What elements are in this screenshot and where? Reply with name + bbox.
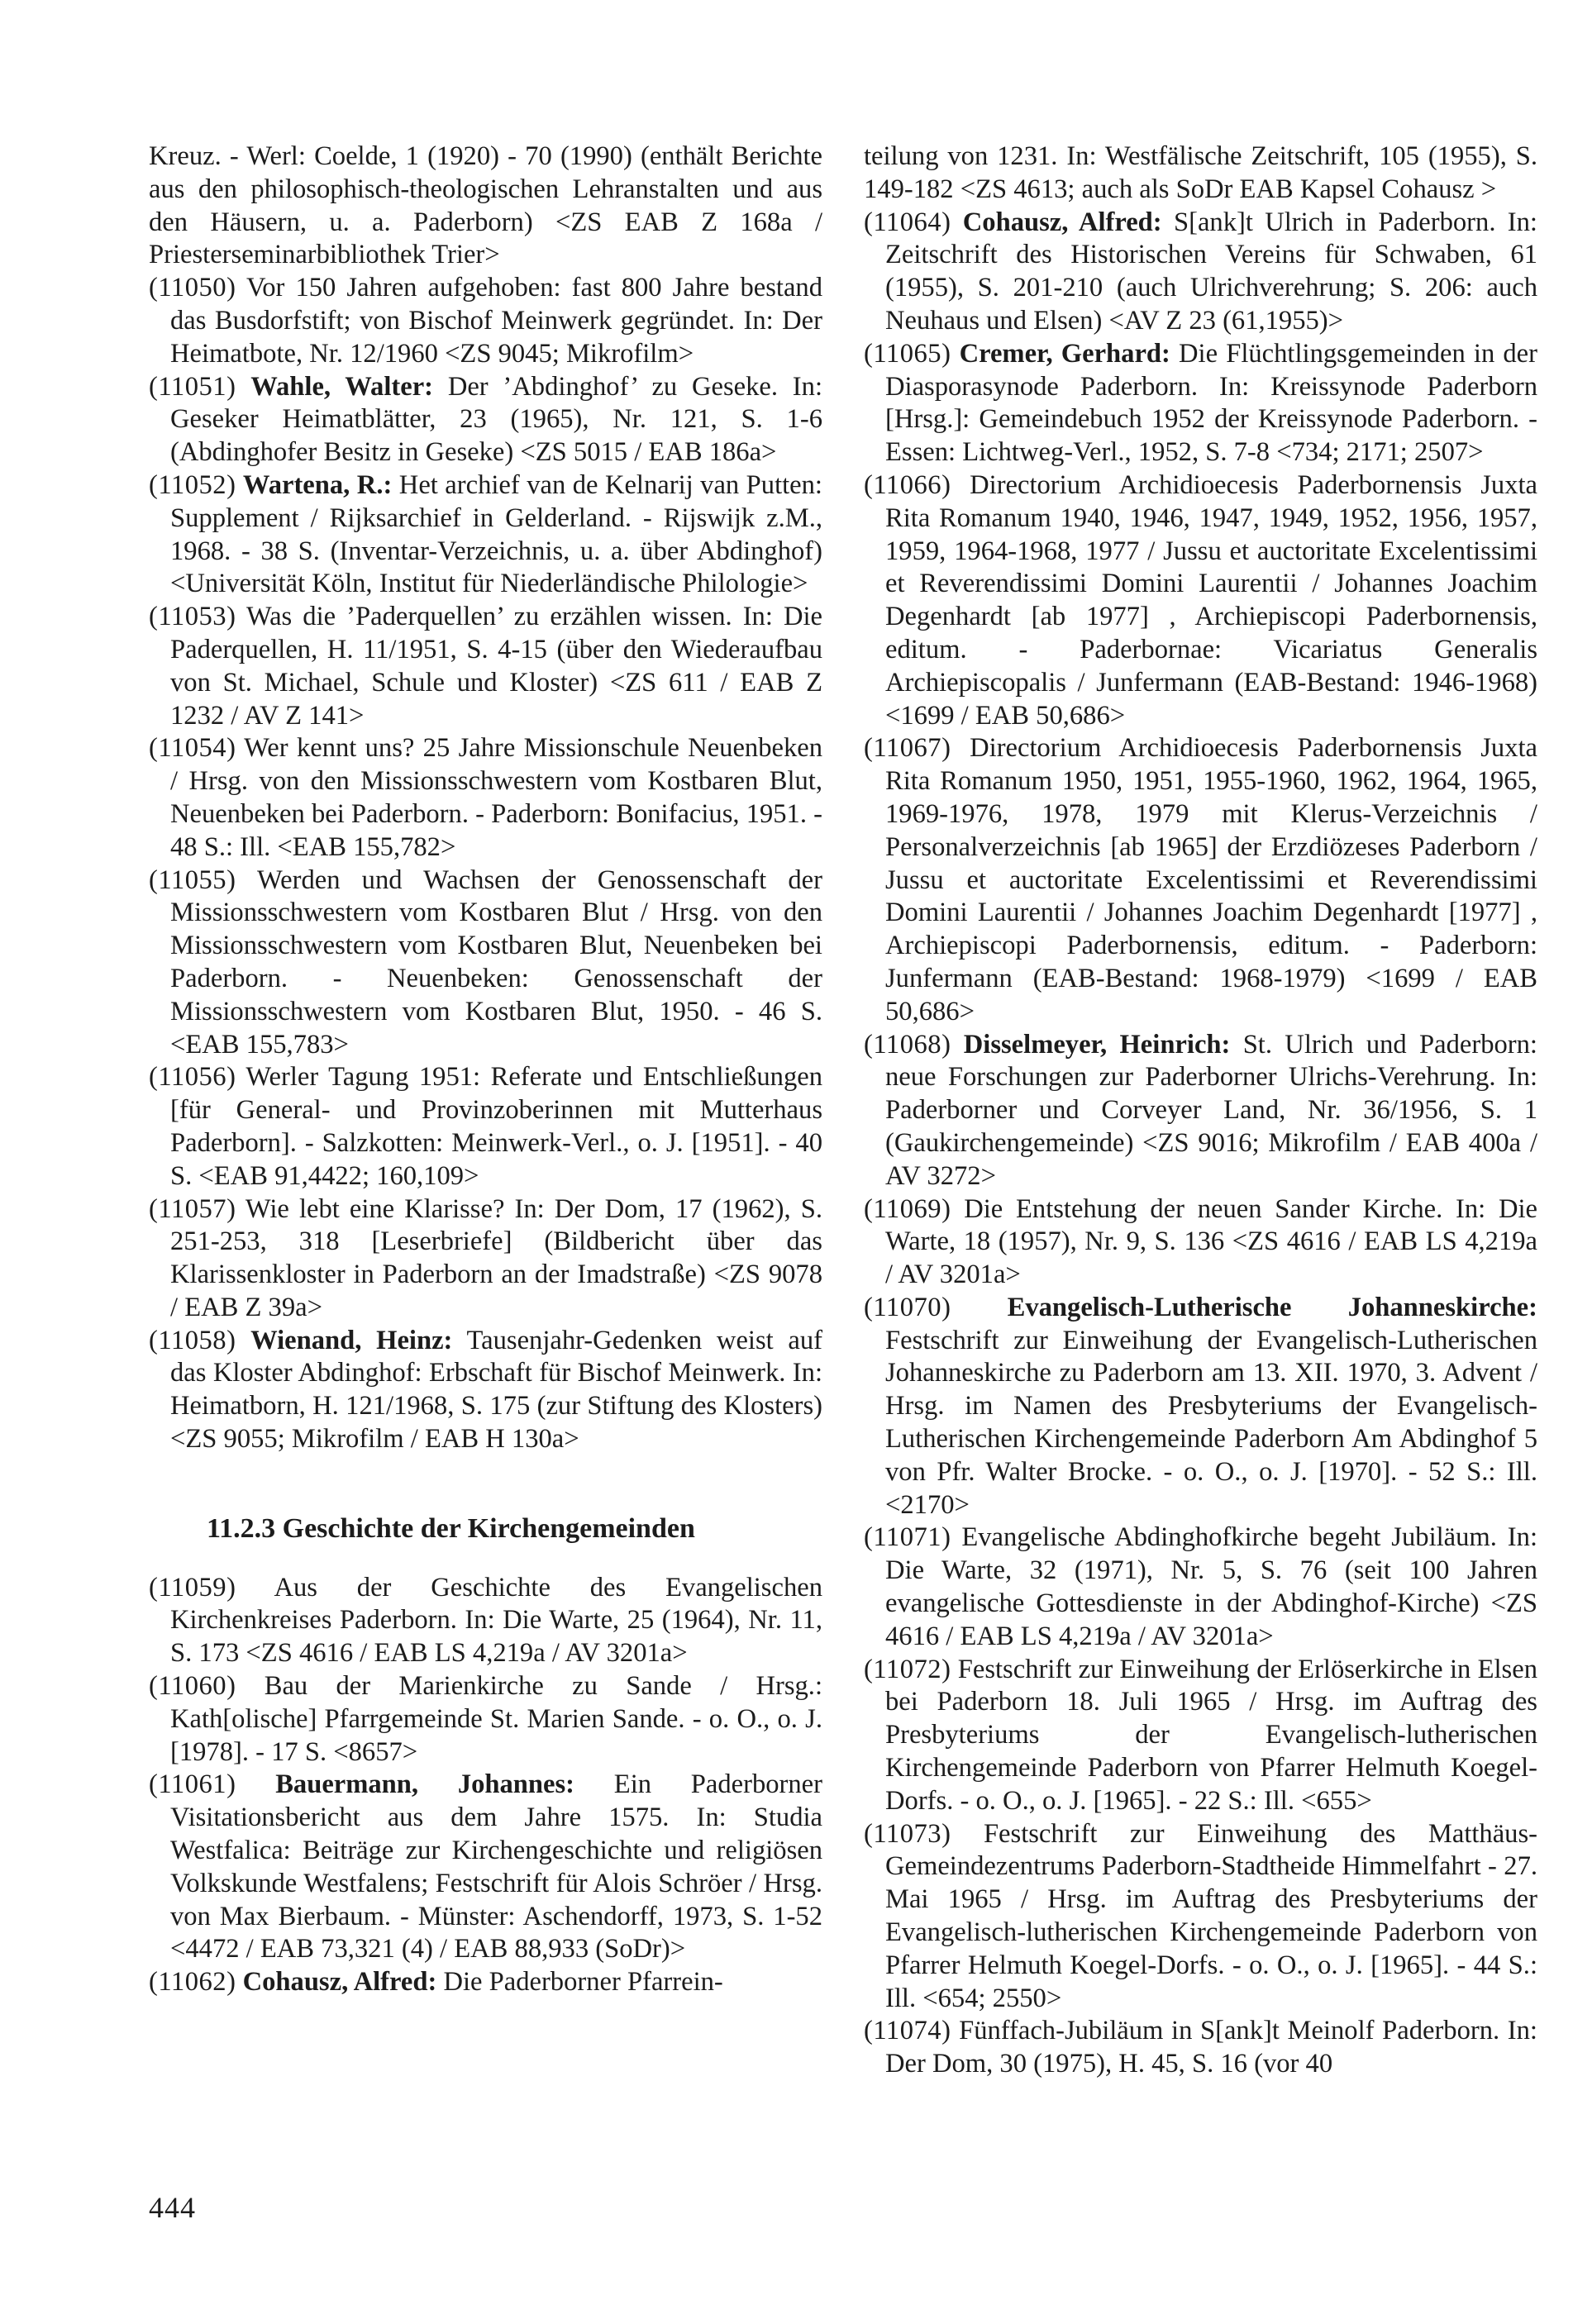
bibliography-entry bbox=[864, 140, 1537, 207]
bibliography-entry bbox=[864, 1292, 1537, 1522]
entry-author: Cremer, Gerhard: bbox=[959, 338, 1170, 369]
entry-text: Het archief van de Kelnarij van Putten: Supplement / Rijksarchief in Gelderland. - Rijswijk z.M., 1968. - 38 S. (Inventar-Verzeichnis, u. a. über Abdinghof) <Universität Köln, Institut für Niederländische Philologie> bbox=[170, 469, 822, 599]
entry-number: (11057) bbox=[149, 1193, 236, 1224]
entry-author: Cohausz, Alfred: bbox=[242, 1967, 437, 1998]
left-entries-before-heading bbox=[149, 140, 822, 1456]
bibliography-entry bbox=[149, 1572, 822, 1670]
bibliography-entry bbox=[864, 1193, 1537, 1292]
entry-text: Wer kennt uns? 25 Jahre Missionschule Neuenbeken / Hrsg. von den Missionsschwestern vom Kostbaren Blut, Neuenbeken bei Paderborn. - Paderborn: Bonifacius, 1951. - 48 S.: Ill. <EAB 155,782> bbox=[170, 733, 822, 862]
entry-number: (11071) bbox=[864, 1522, 951, 1553]
bibliography-entry bbox=[864, 1029, 1537, 1193]
bibliography-entry bbox=[864, 732, 1537, 1028]
entry-number: (11066) bbox=[864, 469, 951, 500]
bibliography-entry bbox=[864, 207, 1537, 338]
entry-text: Die Paderborner Pfarrein- bbox=[443, 1967, 723, 1998]
entry-text: Werler Tagung 1951: Referate und Entschließungen [für General- und Provinzoberinnen mit Mutterhaus Paderborn]. - Salzkotten: Meinwerk-Verl., o. J. [1951]. - 40 S. <EAB 91,4422; 160,109> bbox=[170, 1062, 822, 1191]
entry-text: S[ank]t Ulrich in Paderborn. In: Zeitschrift des Historischen Vereins für Schwaben, 61 (1955), S. 201-210 (auch Ulrichverehrung; S. 206: auch Neuhaus und Elsen) <AV Z 23 (61,1955)> bbox=[885, 207, 1537, 336]
bibliography-entry bbox=[864, 1522, 1537, 1653]
entry-number: (11053) bbox=[149, 602, 236, 632]
bibliography-entry bbox=[149, 371, 822, 469]
entry-text: Festschrift zur Einweihung des Matthäus-Gemeindezentrums Paderborn-Stadtheide Himmelfahrt - 27. Mai 1965 / Hrsg. im Auftrag des Presbyteriums der Evangelisch-lutherischen Kirchengemeinde Paderborn von Pfarrer Helmuth Koegel-Dorfs. - o. O., o. J. [1965]. - 44 S.: Ill. <654; 2550> bbox=[885, 1818, 1537, 2013]
entry-number: (11070) bbox=[864, 1292, 951, 1322]
bibliography-entry bbox=[864, 1654, 1537, 1818]
bibliography-entry bbox=[149, 469, 822, 601]
entry-text: Vor 150 Jahren aufgehoben: fast 800 Jahre bestand das Busdorfstift; von Bischof Meinwerk gegründet. In: Der Heimatbote, Nr. 12/1960 <ZS 9045; Mikrofilm> bbox=[170, 273, 822, 369]
entry-text: Die Flüchtlingsgemeinden in der Diasporasynode Paderborn. In: Kreissynode Paderborn [Hrsg.]: Gemeindebuch 1952 der Kreissynode Paderborn. - Essen: Lichtweg-Verl., 1952, S. 7-8 <734; 2171; 2507> bbox=[885, 338, 1537, 468]
entry-author: Wahle, Walter: bbox=[250, 371, 434, 402]
entry-number: (11055) bbox=[149, 864, 236, 895]
entry-number: (11054) bbox=[149, 733, 236, 764]
entry-text: Kreuz. - Werl: Coelde, 1 (1920) - 70 (1990) (enthält Berichte aus den philosophisch-theologischen Lehranstalten und aus den Häusern, u. a. Paderborn) <ZS EAB Z 168a / Priesterseminarbibliothek Trier> bbox=[149, 141, 822, 270]
entry-text: Festschrift zur Einweihung der Erlöserkirche in Elsen bei Paderborn 18. Juli 1965 / Hrsg. im Auftrag des Presbyteriums der Evangelisch-lutherischen Kirchengemeinde Paderborn von Pfarrer Helmuth Koegel-Dorfs. - o. O., o. J. [1965]. - 22 S.: Ill. <655> bbox=[885, 1654, 1537, 1816]
entry-text: teilung von 1231. In: Westfälische Zeitschrift, 105 (1955), S. 149-182 <ZS 4613; auch als SoDr EAB Kapsel Cohausz > bbox=[864, 141, 1537, 204]
entry-text: Ein Paderborner Visitationsbericht aus dem Jahre 1575. In: Studia Westfalica: Beiträge zur Kirchengeschichte und religiösen Volkskunde Westfalens; Festschrift für Alois Schröer / Hrsg. von Max Bierbaum. - Münster: Aschendorff, 1973, S. 1-52 <4472 / EAB 73,321 (4) / EAB 88,933 (SoDr)> bbox=[170, 1769, 822, 1964]
bibliography-entry bbox=[149, 1670, 822, 1769]
entry-number: (11068) bbox=[864, 1029, 951, 1060]
left-entries-after-heading bbox=[149, 1572, 822, 1999]
entry-author: Evangelisch-Lutherische Johanneskirche: bbox=[1007, 1292, 1537, 1322]
entry-number: (11074) bbox=[864, 2016, 951, 2046]
entry-text: St. Ulrich und Paderborn: neue Forschungen zur Paderborner Ulrichs-Verehrung. In: Paderborner und Corveyer Land, Nr. 36/1956, S. 1 (Gaukirchengemeinde) <ZS 9016; Mikrofilm / EAB 400a / AV 3272> bbox=[885, 1029, 1537, 1191]
entry-number: (11069) bbox=[864, 1193, 951, 1224]
entry-number: (11065) bbox=[864, 338, 951, 369]
entry-text: Die Entstehung der neuen Sander Kirche. In: Die Warte, 18 (1957), Nr. 9, S. 136 <ZS 4616 / EAB LS 4,219a / AV 3201a> bbox=[885, 1193, 1537, 1290]
section-heading: 11.2.3 Geschichte der Kirchengemeinden bbox=[207, 1512, 695, 1544]
bibliography-entry bbox=[149, 732, 822, 864]
entry-number: (11064) bbox=[864, 207, 951, 237]
bibliography-entry bbox=[149, 1193, 822, 1325]
page-number: 444 bbox=[149, 2191, 196, 2224]
bibliography-entry bbox=[864, 469, 1537, 732]
entry-text: Werden und Wachsen der Genossenschaft der Missionsschwestern vom Kostbaren Blut / Hrsg. von den Missionsschwestern vom Kostbaren Blut, Neuenbeken bei Paderborn. - Neuenbeken: Genossenschaft der Missionsschwestern vom Kostbaren Blut, 1950. - 46 S. <EAB 155,783> bbox=[170, 864, 822, 1060]
entry-text: Bau der Marienkirche zu Sande / Hrsg.: Kath[olische] Pfarrgemeinde St. Marien Sande. - o. O., o. J. [1978]. - 17 S. <8657> bbox=[170, 1671, 822, 1767]
entry-number: (11073) bbox=[864, 1818, 951, 1849]
entry-number: (11052) bbox=[149, 469, 236, 500]
entry-text: Tausenjahr-Gedenken weist auf das Kloster Abdinghof: Erbschaft für Bischof Meinwerk. In: Heimatborn, H. 121/1968, S. 175 (zur Stiftung des Klosters) <ZS 9055; Mikrofilm / EAB H 130a> bbox=[170, 1325, 822, 1455]
entry-text: Der ’Abdinghof’ zu Geseke. In: Geseker Heimatblätter, 23 (1965), Nr. 121, S. 1-6 (Abdinghofer Besitz in Geseke) <ZS 5015 / EAB 186a> bbox=[170, 371, 822, 468]
entry-number: (11051) bbox=[149, 371, 236, 402]
bibliography-entry bbox=[149, 1769, 822, 1966]
bibliography-entry bbox=[864, 2015, 1537, 2081]
entry-text: Wie lebt eine Klarisse? In: Der Dom, 17 (1962), S. 251-253, 318 [Leserbriefe] (Bildbericht über das Klarissenkloster in Paderborn an der Imadstraße) <ZS 9078 / EAB Z 39a> bbox=[170, 1193, 822, 1322]
entry-author: Bauermann, Johannes: bbox=[275, 1769, 575, 1800]
entry-author: Wartena, R.: bbox=[242, 469, 393, 500]
entry-number: (11062) bbox=[149, 1967, 236, 1998]
entry-number: (11059) bbox=[149, 1572, 236, 1603]
bibliography-entry bbox=[149, 601, 822, 732]
entry-text: Was die ’Paderquellen’ zu erzählen wissen. In: Die Paderquellen, H. 11/1951, S. 4-15 (über den Wiederaufbau von St. Michael, Schule und Kloster) <ZS 611 / EAB Z 1232 / AV Z 141> bbox=[170, 602, 822, 731]
entry-number: (11061) bbox=[149, 1769, 236, 1800]
right-entries bbox=[864, 140, 1537, 2081]
entry-number: (11056) bbox=[149, 1062, 236, 1093]
bibliography-entry bbox=[149, 1061, 822, 1193]
entry-text: Aus der Geschichte des Evangelischen Kirchenkreises Paderborn. In: Die Warte, 25 (1964), Nr. 11, S. 173 <ZS 4616 / EAB LS 4,219a / AV 3201a> bbox=[170, 1572, 822, 1669]
entry-number: (11067) bbox=[864, 733, 951, 764]
entry-author: Wienand, Heinz: bbox=[250, 1325, 453, 1355]
entry-text: Directorium Archidioecesis Paderbornensis Juxta Rita Romanum 1940, 1946, 1947, 1949, 1952, 1956, 1957, 1959, 1964-1968, 1977 / Jussu et auctoritate Excelentissimi et Reverendissimi Domini Laurentii / Johannes Joachim Degenhardt [ab 1977] , Archiepiscopi Paderbornensis, editum. - Paderbornae: Vicariatus Generalis Archiepiscopalis / Junfermann (EAB-Bestand: 1946-1968) <1699 / EAB 50,686> bbox=[885, 469, 1537, 731]
bibliography-entry bbox=[149, 140, 822, 272]
entry-number: (11050) bbox=[149, 273, 236, 303]
bibliography-entry bbox=[864, 338, 1537, 469]
bibliography-entry bbox=[864, 1818, 1537, 2016]
bibliography-entry bbox=[149, 1325, 822, 1456]
entry-number: (11072) bbox=[864, 1654, 951, 1684]
entry-text: Directorium Archidioecesis Paderbornensis Juxta Rita Romanum 1950, 1951, 1955-1960, 1962, 1964, 1965, 1969-1976, 1978, 1979 mit Klerus-Verzeichnis / Personalverzeichnis [ab 1965] der Erzdiözeses Paderborn / Jussu et auctoritate Excelentissimi et Reverendissimi Domini Laurentii / Johannes Joachim Degenhardt [1977] , Archiepiscopi Paderbornensis, editum. - Paderborn: Junfermann (EAB-Bestand: 1968-1979) <1699 / EAB 50,686> bbox=[885, 733, 1537, 1026]
bibliography-entry bbox=[149, 864, 822, 1062]
entry-number: (11058) bbox=[149, 1325, 236, 1355]
entry-number: (11060) bbox=[149, 1671, 236, 1702]
entry-author: Disselmeyer, Heinrich: bbox=[963, 1029, 1231, 1060]
entry-author: Cohausz, Alfred: bbox=[962, 207, 1162, 237]
entry-text: Fünffach-Jubiläum in S[ank]t Meinolf Paderborn. In: Der Dom, 30 (1975), H. 45, S. 16 (vor 40 bbox=[885, 2016, 1537, 2079]
bibliography-entry bbox=[149, 272, 822, 370]
left-column bbox=[149, 140, 822, 1999]
entry-text: Festschrift zur Einweihung der Evangelisch-Lutherischen Johanneskirche zu Paderborn am 13. XII. 1970, 3. Advent / Hrsg. im Namen des Presbyteriums der Evangelisch-Lutherischen Kirchengemeinde Paderborn Am Abdinghof 5 von Pfr. Walter Brocke. - o. O., o. J. [1970]. - 52 S.: Ill. <2170> bbox=[885, 1325, 1537, 1520]
bibliography-entry bbox=[149, 1966, 822, 1999]
entry-text: Evangelische Abdinghofkirche begeht Jubiläum. In: Die Warte, 32 (1971), Nr. 5, S. 76 (seit 100 Jahren evangelische Gottesdienste in der Abdinghof-Kirche) <ZS 4616 / EAB LS 4,219a / AV 3201a> bbox=[885, 1522, 1537, 1651]
right-column bbox=[864, 140, 1537, 2081]
